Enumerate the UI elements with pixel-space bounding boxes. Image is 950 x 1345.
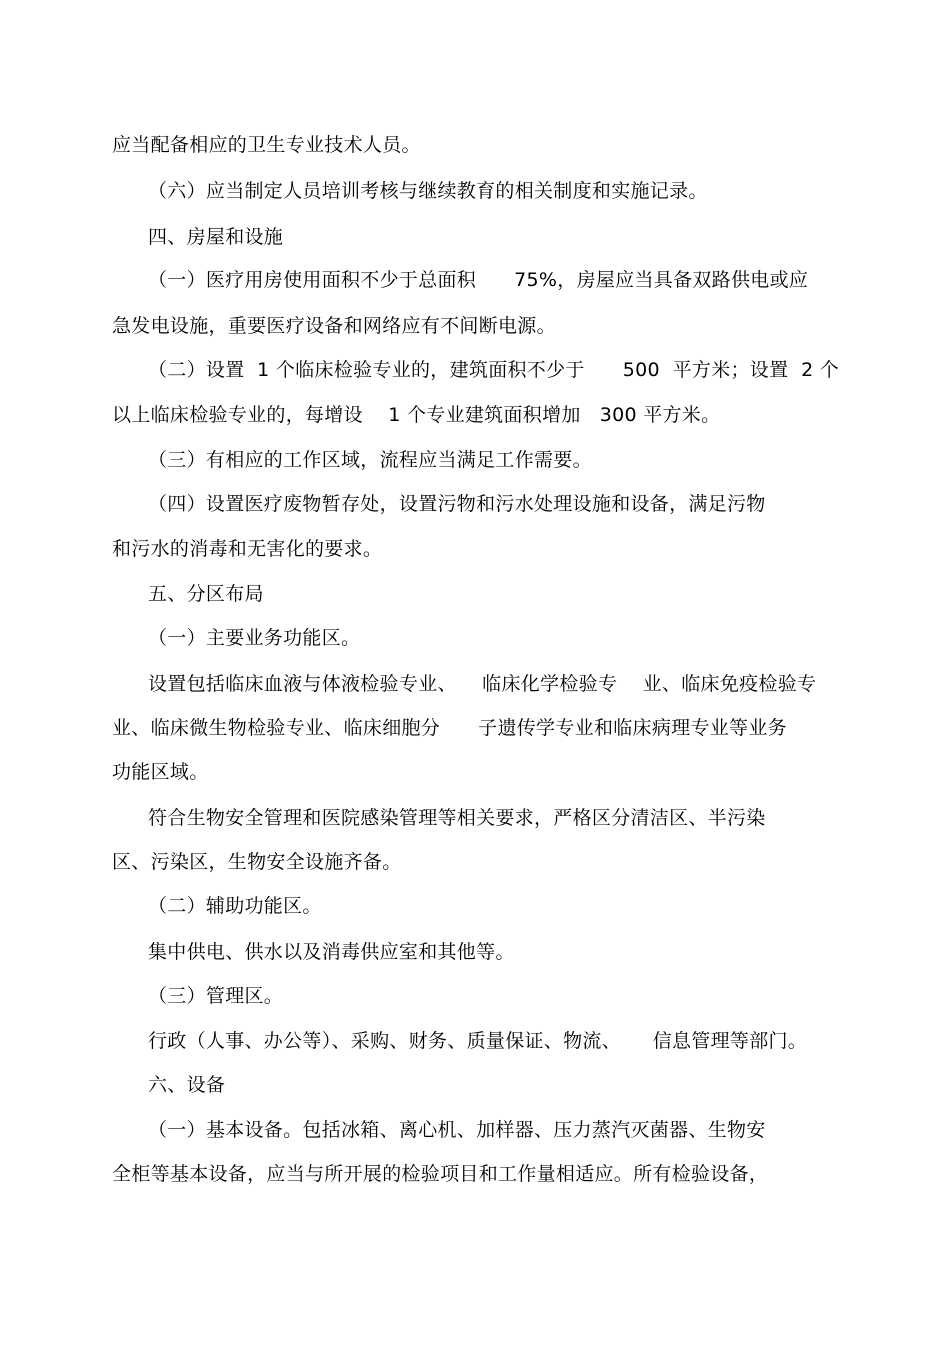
text-line-4: （一）医疗用房使用面积不少于总面积 75%，房屋应当具备双路供电或应	[148, 269, 809, 291]
text-line-19: 集中供电、供水以及消毒供应室和其他等。	[148, 941, 515, 963]
text-line-17: 区、污染区，生物安全设施齐备。	[112, 851, 402, 873]
section-heading-6: 六、设备	[148, 1074, 226, 1096]
text-line-23: （一）基本设备。包括冰箱、离心机、加样器、压力蒸汽灭菌器、生物安	[148, 1119, 766, 1141]
text-line-2: （六）应当制定人员培训考核与继续教育的相关制度和实施记录。	[148, 180, 708, 202]
text-line-6: （二）设置 1 个临床检验专业的，建筑面积不少于 500 平方米；设置 2 个	[148, 359, 840, 381]
text-line-20: （三）管理区。	[148, 985, 284, 1007]
text-line-16: 符合生物安全管理和医院感染管理等相关要求，严格区分清洁区、半污染	[148, 807, 766, 829]
section-heading-5: 五、分区布局	[148, 583, 264, 605]
text-line-21: 行政（人事、办公等）、采购、财务、质量保证、物流、 信息管理等部门。	[148, 1030, 808, 1052]
text-line-7: 以上临床检验专业的，每增设 1 个专业建筑面积增加 300 平方米。	[112, 404, 721, 426]
text-line-12: （一）主要业务功能区。	[148, 627, 361, 649]
section-heading-4: 四、房屋和设施	[148, 226, 284, 248]
text-line-9: （四）设置医疗废物暂存处，设置污物和污水处理设施和设备，满足污物	[148, 493, 766, 515]
text-line-8: （三）有相应的工作区域，流程应当满足工作需要。	[148, 449, 592, 471]
text-line-13: 设置包括临床血液与体液检验专业、 临床化学检验专 业、临床免疫检验专	[148, 673, 817, 695]
text-line-10: 和污水的消毒和无害化的要求。	[112, 538, 383, 560]
text-line-5: 急发电设施，重要医疗设备和网络应有不间断电源。	[112, 315, 556, 337]
text-line-24: 全柜等基本设备，应当与所开展的检验项目和工作量相适应。所有检验设备，	[112, 1163, 769, 1185]
text-line-1: 应当配备相应的卫生专业技术人员。	[112, 134, 421, 156]
text-line-18: （二）辅助功能区。	[148, 895, 322, 917]
text-line-14: 业、临床微生物检验专业、临床细胞分 子遗传学专业和临床病理专业等业务	[112, 717, 787, 739]
text-line-15: 功能区域。	[112, 761, 209, 783]
